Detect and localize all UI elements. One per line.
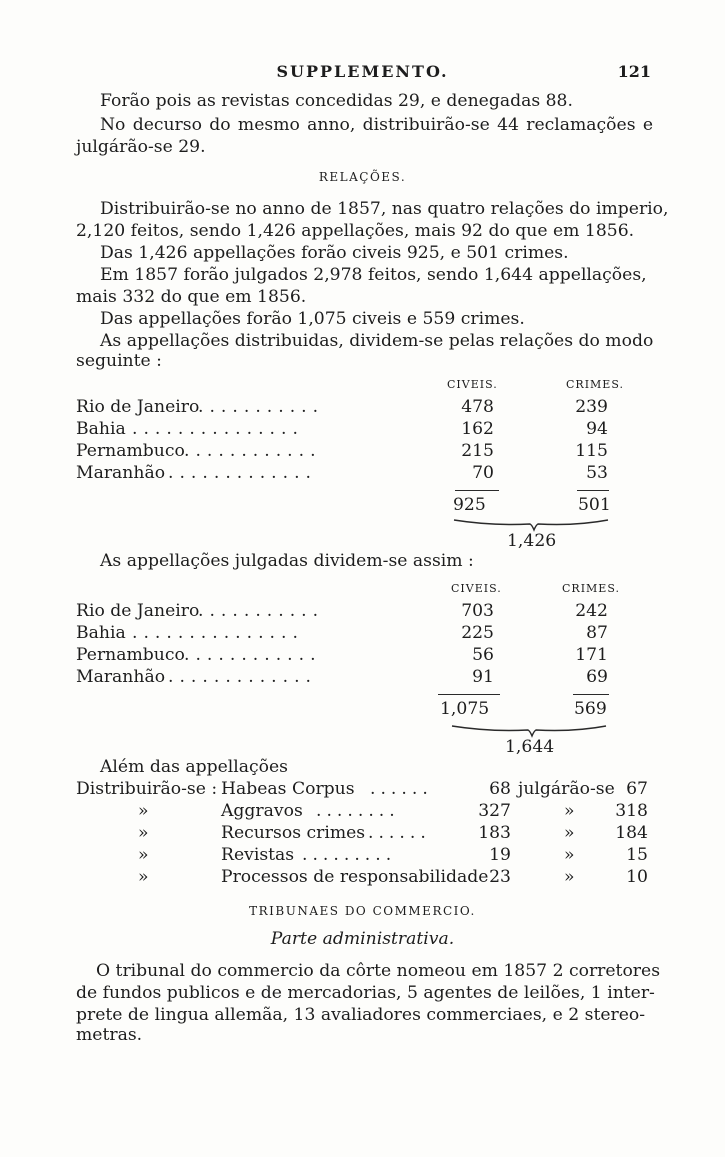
distrib-row <box>76 844 651 866</box>
distrib-label: Aggravos <box>221 801 303 821</box>
row-crimes: 115 <box>575 441 608 461</box>
row-crimes: 171 <box>575 645 608 665</box>
distrib-label: Revistas <box>221 845 295 865</box>
table1-col-civeis: CIVEIS. <box>447 378 498 391</box>
row-name: Bahia <box>76 419 126 439</box>
relacoes-p4: Das appellações forão 1,075 civeis e 559 crimes. <box>100 309 525 329</box>
row-civeis: 225 <box>461 623 494 643</box>
ditto-mark: » <box>564 845 575 865</box>
row-civeis: 162 <box>461 419 494 439</box>
row-crimes: 94 <box>586 419 608 439</box>
table1-total-civeis: 925 <box>453 495 486 515</box>
row-name: Rio de Janeiro <box>76 397 200 417</box>
relacoes-p3b: mais 332 do que em 1856. <box>76 287 307 307</box>
row-civeis: 56 <box>472 645 494 665</box>
section-heading-tribunaes: TRIBUNAES DO COMMERCIO. <box>249 904 476 918</box>
leader-dots: ............... <box>132 623 304 643</box>
leader-dots: ...... <box>370 779 433 799</box>
row-crimes: 87 <box>586 623 608 643</box>
sum-rule <box>577 490 609 491</box>
table1-total-crimes: 501 <box>578 495 611 515</box>
intro-line-2a: No decurso do mesmo anno, distribuirão-se 44 reclamações e <box>100 115 653 135</box>
row-civeis: 70 <box>472 463 494 483</box>
section-subheading: Parte administrativa. <box>270 929 455 949</box>
table2-total-crimes: 569 <box>574 699 607 719</box>
row-crimes: 69 <box>586 667 608 687</box>
distrib-row <box>76 778 651 800</box>
table-row <box>76 666 636 688</box>
relacoes-p3a: Em 1857 forão julgados 2,978 feitos, sendo 1,644 appellações, <box>100 265 647 285</box>
relacoes-p5b: seguinte : <box>76 351 162 371</box>
table2-grand-total: 1,644 <box>505 737 555 757</box>
table-row <box>76 462 636 484</box>
row-civeis: 703 <box>461 601 494 621</box>
julg-count: 10 <box>626 867 648 887</box>
row-name: Pernambuco <box>76 645 185 665</box>
section-heading-relacoes: RELAÇÕES. <box>318 170 407 184</box>
table2-total-civeis: 1,075 <box>440 699 490 719</box>
distrib-count: 327 <box>478 801 511 821</box>
distrib-label: Recursos crimes <box>221 823 366 843</box>
row-crimes: 53 <box>586 463 608 483</box>
distrib-count: 19 <box>489 845 511 865</box>
row-name: Pernambuco <box>76 441 185 461</box>
julg-count: 184 <box>615 823 648 843</box>
ditto-mark: » <box>138 845 149 865</box>
table-row <box>76 440 636 462</box>
leader-dots: ........... <box>198 601 325 621</box>
row-civeis: 478 <box>461 397 494 417</box>
relacoes-p5a: As appellações distribuidas, dividem-se pelas relações do modo <box>100 331 654 351</box>
table-row <box>76 418 636 440</box>
julgadas-intro: As appellações julgadas dividem-se assim : <box>100 551 474 571</box>
sum-rule <box>455 490 499 491</box>
row-crimes: 242 <box>575 601 608 621</box>
julg-count: 318 <box>615 801 648 821</box>
distrib-count: 183 <box>478 823 511 843</box>
table-row <box>76 600 636 622</box>
relacoes-p1b: 2,120 feitos, sendo 1,426 appellações, mais 92 do que em 1856. <box>76 221 635 241</box>
table1-col-crimes: CRIMES. <box>566 378 624 391</box>
table2-col-crimes: CRIMES. <box>562 582 620 595</box>
distrib-count: 68 <box>489 779 511 799</box>
table-row <box>76 396 636 418</box>
running-header: SUPPLEMENTO. <box>276 62 449 81</box>
distrib-row <box>76 800 651 822</box>
leader-dots: ........... <box>198 397 325 417</box>
relacoes-p1a: Distribuirão-se no anno de 1857, nas quatro relações do imperio, <box>100 199 669 219</box>
relacoes-p2: Das 1,426 appellações forão civeis 925, e 501 crimes. <box>100 243 569 263</box>
leader-dots: ............... <box>132 419 304 439</box>
leader-dots: ............. <box>168 463 318 483</box>
tribunaes-p1c: prete de lingua allemãa, 13 avaliadores commerciaes, e 2 stereo- <box>76 1005 646 1025</box>
row-civeis: 215 <box>461 441 494 461</box>
julg-count: 15 <box>626 845 648 865</box>
page-number: 121 <box>617 62 651 81</box>
row-name: Bahia <box>76 623 126 643</box>
row-name: Maranhão <box>76 667 166 687</box>
ditto-mark: » <box>564 823 575 843</box>
leader-dots: ...... <box>368 823 431 843</box>
row-name: Rio de Janeiro <box>76 601 200 621</box>
ditto-mark: » <box>138 823 149 843</box>
row-civeis: 91 <box>472 667 494 687</box>
table2-col-civeis: CIVEIS. <box>451 582 502 595</box>
alem-intro: Além das appellações <box>100 757 289 777</box>
tribunaes-p1a: O tribunal do commercio da côrte nomeou em 1857 2 corretores <box>96 961 661 981</box>
distrib-prefix: Distribuirão-se : <box>76 779 218 799</box>
row-crimes: 239 <box>575 397 608 417</box>
sum-rule <box>438 694 500 695</box>
table-row <box>76 622 636 644</box>
ditto-mark: » <box>138 867 149 887</box>
distrib-row <box>76 822 651 844</box>
ditto-mark: » <box>138 801 149 821</box>
julgaram-text: julgárão-se <box>518 779 615 799</box>
row-name: Maranhão <box>76 463 166 483</box>
distrib-count: 23 <box>489 867 511 887</box>
distrib-row <box>76 866 651 888</box>
leader-dots: ........ <box>316 801 400 821</box>
ditto-mark: » <box>564 801 575 821</box>
distrib-label: Processos de responsabilidade <box>221 867 489 887</box>
tribunaes-p1d: metras. <box>76 1025 143 1045</box>
distrib-label: Habeas Corpus <box>221 779 355 799</box>
table-row <box>76 644 636 666</box>
julg-count: 67 <box>626 779 648 799</box>
leader-dots: ......... <box>302 845 397 865</box>
intro-line-1: Forão pois as revistas concedidas 29, e denegadas 88. <box>100 91 573 111</box>
intro-line-2b: julgárão-se 29. <box>76 137 206 157</box>
leader-dots: ............. <box>168 667 318 687</box>
leader-dots: ............ <box>184 645 322 665</box>
sum-rule <box>573 694 609 695</box>
tribunaes-p1b: de fundos publicos e de mercadorias, 5 agentes de leilões, 1 inter- <box>76 983 655 1003</box>
table1-grand-total: 1,426 <box>507 531 557 551</box>
ditto-mark: » <box>564 867 575 887</box>
leader-dots: ............ <box>184 441 322 461</box>
